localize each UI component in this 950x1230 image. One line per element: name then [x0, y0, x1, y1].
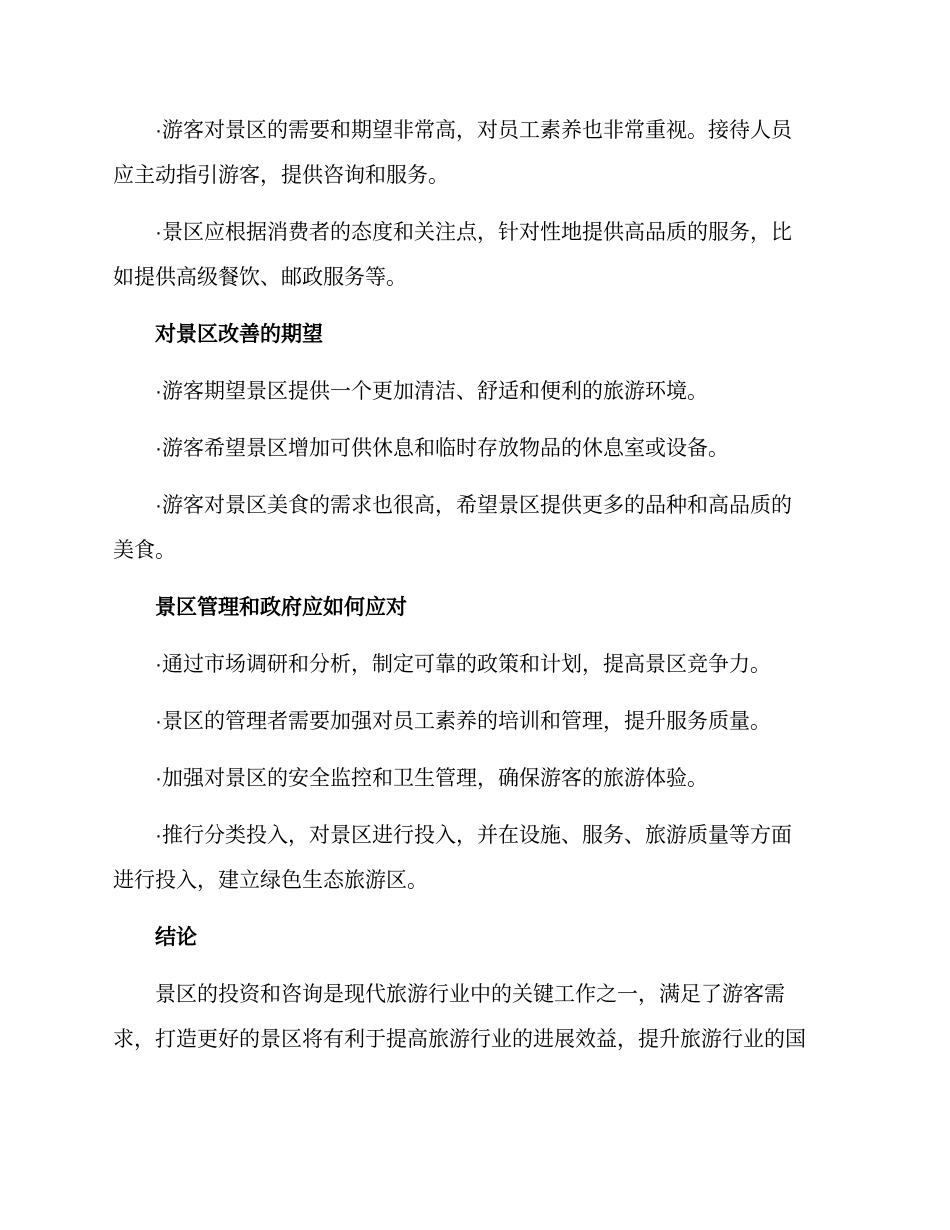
bullet-paragraph [113, 108, 828, 198]
text-line: 如提供高级餐饮、邮政服务等。 [113, 266, 407, 289]
text-line: ·游客对景区的需要和期望非常高，对员工素养也非常重视。接待人员 [155, 119, 792, 142]
text-line: 对景区改善的期望 [155, 323, 323, 346]
text-line: ·通过市场调研和分析，制定可靠的政策和计划，提高景区竞争力。 [155, 653, 771, 676]
bullet-paragraph [113, 483, 828, 573]
text-line: 结论 [155, 926, 197, 949]
bullet-paragraph [113, 210, 828, 300]
text-line: 求，打造更好的景区将有利于提高旅游行业的进展效益，提升旅游行业的国 [113, 1028, 806, 1051]
text-line: ·加强对景区的安全监控和卫生管理，确保游客的旅游体验。 [155, 767, 708, 790]
text-line: ·推行分类投入，对景区进行投入，并在设施、服务、旅游质量等方面 [155, 824, 792, 847]
paragraph [113, 972, 828, 1062]
text-line: ·游客期望景区提供一个更加清洁、舒适和便利的旅游环境。 [155, 380, 708, 403]
bullet-paragraph [113, 369, 828, 414]
text-line: ·游客对景区美食的需求也很高，希望景区提供更多的品种和高品质的 [155, 494, 792, 517]
bullet-paragraph [113, 426, 828, 471]
section-heading [113, 585, 828, 630]
section-heading [113, 312, 828, 357]
bullet-paragraph [113, 813, 828, 903]
text-line: 景区管理和政府应如何应对 [155, 596, 407, 619]
section-heading [113, 915, 828, 960]
text-line: 美食。 [113, 539, 176, 562]
bullet-paragraph [113, 699, 828, 744]
text-line: 进行投入，建立绿色生态旅游区。 [113, 869, 428, 892]
document-body [113, 108, 828, 1074]
text-line: ·景区的管理者需要加强对员工素养的培训和管理，提升服务质量。 [155, 710, 771, 733]
text-line: 景区的投资和咨询是现代旅游行业中的关键工作之一，满足了游客需 [155, 983, 785, 1006]
text-line: ·游客希望景区增加可供休息和临时存放物品的休息室或设备。 [155, 437, 729, 460]
bullet-paragraph [113, 642, 828, 687]
text-line: 应主动指引游客，提供咨询和服务。 [113, 164, 449, 187]
bullet-paragraph [113, 756, 828, 801]
text-line: ·景区应根据消费者的态度和关注点，针对性地提供高品质的服务，比 [155, 221, 792, 244]
